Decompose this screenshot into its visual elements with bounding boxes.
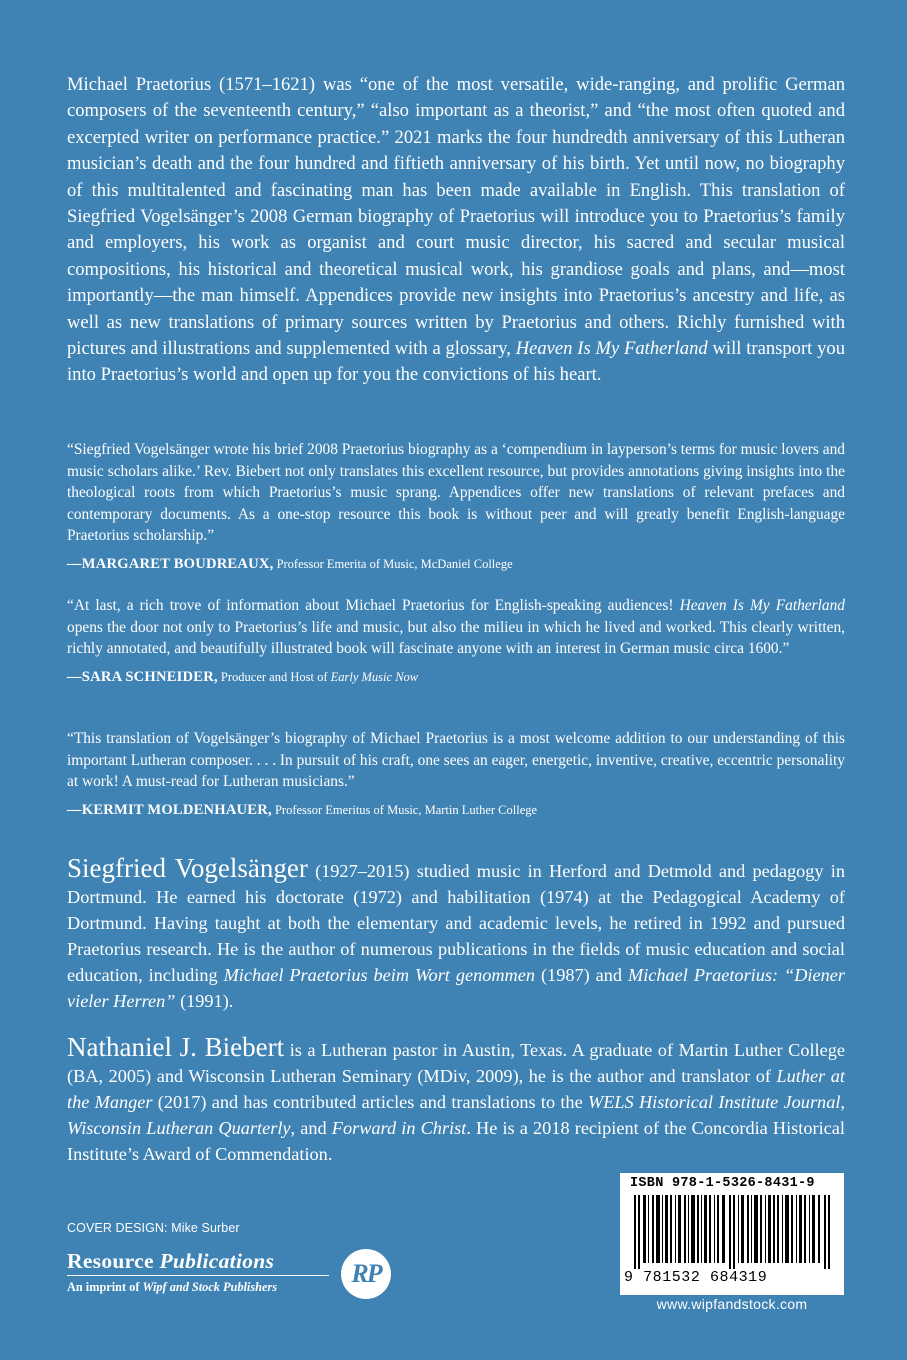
endorsement-attribution: —KERMIT MOLDENHAUER, Professor Emeritus of Music, Martin Luther College	[67, 801, 538, 818]
endorsement-boudreaux: “Siegfried Vogelsänger wrote his brief 2008 Praetorius biography as a ‘compendium in layperson’s terms for music lovers and music scholars alike.’ Rev. Biebert not only translates this excellent resource, but provides annotations giving insights into the theological roots from which Praetorius’s music sprang. Appendices offer new translations of relevant prefaces and contemporary documents. As a one-stop resource this book is without peer and will greatly benefit English-language Praetorius scholarship.” —MARGARET BOUDREAUX, Professor Emerita of Music, McDaniel College	[67, 441, 845, 572]
publisher-name: Resource Publications	[67, 1249, 275, 1273]
author-name: Siegfried Vogelsänger	[67, 853, 308, 883]
barcode-icon	[634, 1195, 830, 1269]
translator-bio: Nathaniel J. Biebert is a Lutheran pastor in Austin, Texas. A graduate of Martin Luther College (BA, 2005) and Wisconsin Lutheran Seminary (MDiv, 2009), he is the author and translator of Luther at the Manger (2017) and has contributed articles and translations to the WELS Historical Institute Journal, Wisconsin Lutheran Quarterly, and Forward in Christ. He is a 2018 recipient of the Concordia Historical Institute’s Award of Commendation.	[67, 1032, 846, 1164]
endorsement-attribution: —MARGARET BOUDREAUX, Professor Emerita of Music, McDaniel College	[67, 555, 513, 572]
author-bio: Siegfried Vogelsänger (1927–2015) studied music in Herford and Detmold and pedagogy in Dortmund. He earned his doctorate (1972) and habilitation (1974) at the Pedagogical Academy of Dortmund. Having taught at both the elementary and academic levels, he retired in 1992 and pursued Praetorius research. He is the author of numerous publications in the fields of music education and social education, including Michael Praetorius beim Wort genommen (1987) and Michael Praetorius: “Diener vieler Herren” (1991).	[67, 853, 845, 1011]
endorsement-schneider: “At last, a rich trove of information about Michael Praetorius for English-speaking audiences! Heaven Is My Fatherland opens the door not only to Praetorius’s life and music, but also the milieu in which he lived and worked. This clearly written, richly annotated, and beautifully illustrated book will fascinate anyone with an interest in German music circa 1600.” —SARA SCHNEIDER, Producer and Host of Early Music Now	[67, 597, 845, 685]
isbn-barcode	[620, 1173, 844, 1295]
publisher-website: www.wipfandstock.com	[656, 1296, 808, 1312]
translator-name: Nathaniel J. Biebert	[67, 1032, 285, 1062]
isbn-label: ISBN 978-1-5326-8431-9	[630, 1176, 815, 1191]
cover-design-credit: COVER DESIGN: Mike Surber	[67, 1221, 240, 1235]
publisher-block	[67, 1249, 329, 1296]
isbn-digits: 9 781532 684319	[624, 1269, 768, 1286]
publisher-rule	[67, 1275, 329, 1276]
book-description: Michael Praetorius (1571–1621) was “one of the most versatile, wide-ranging, and prolific German composers of the seventeenth century,” “also important as a theorist,” and “the most often quoted and excerpted writer on performance practice.” 2021 marks the four hundredth anniversary of this Lutheran musician’s death and the four hundred and fiftieth anniversary of his birth. Yet until now, no biography of this multitalented and fascinating man has been made available in English. This translation of Siegfried Vogelsänger’s 2008 German biography of Praetorius will introduce you to Praetorius’s family and employers, his work as organist and court music director, his sacred and secular musical compositions, his historical and theoretical musical work, his grandiose goals and plans, and—most importantly—the man himself. Appendices provide new insights into Praetorius’s ancestry and life, as well as new translations of primary sources written by Praetorius and others. Richly furnished with pictures and illustrations and supplemented with a glossary, Heaven Is My Fatherland will transport you into Praetorius’s world and open up for you the convictions of his heart.	[67, 74, 845, 386]
endorsement-attribution: —SARA SCHNEIDER, Producer and Host of Early Music Now	[67, 668, 419, 685]
book-title: Heaven Is My Fatherland	[515, 338, 708, 360]
endorsement-moldenhauer: “This translation of Vogelsänger’s biography of Michael Praetorius is a most welcome addition to our understanding of this important Lutheran composer. . . . In pursuit of his craft, one sees an eager, energetic, inventive, creative, eccentric personality at work! A must-read for Lutheran musicians.” —KERMIT MOLDENHAUER, Professor Emeritus of Music, Martin Luther College	[67, 730, 845, 818]
publisher-imprint: An imprint of Wipf and Stock Publishers	[67, 1280, 277, 1294]
publisher-logo-icon: RP	[341, 1249, 391, 1299]
